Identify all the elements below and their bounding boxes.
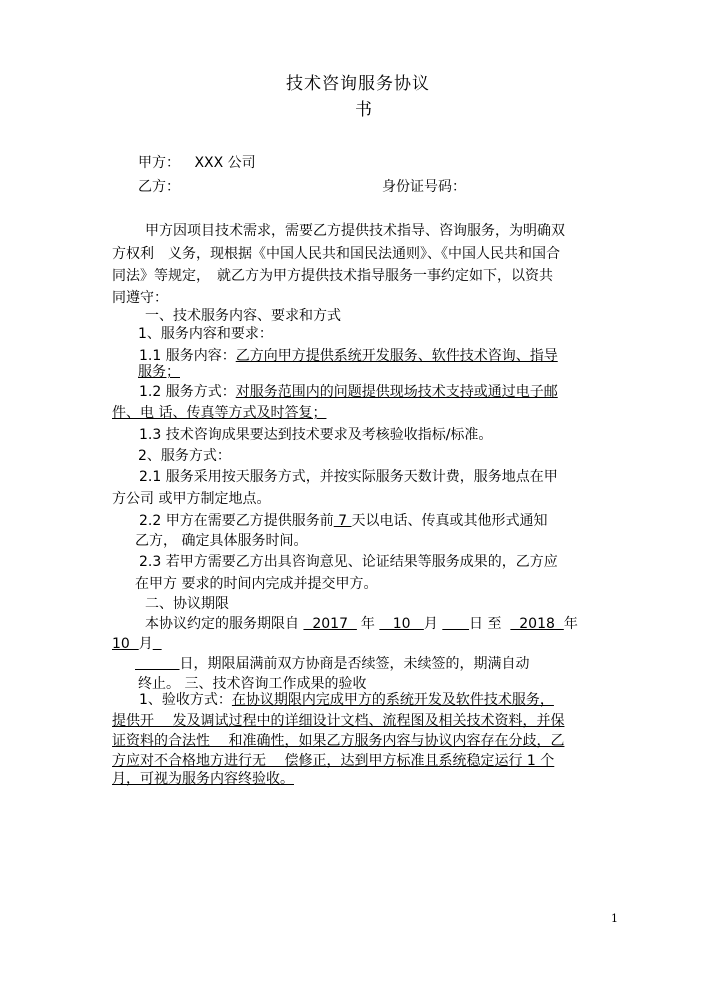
item-2-2	[139, 511, 548, 531]
end-year-label: 年	[563, 616, 578, 632]
item-1-3: 1.3 技术咨询成果要达到技术要求及考核验收指标/标准。	[139, 427, 493, 443]
term-end-month-line	[112, 634, 162, 654]
section-1-heading: 一、技术服务内容、要求和方式	[145, 308, 341, 324]
acceptance-line-3: 证资料的合法性 和准确性，如果乙方服务内容与协议内容存在分歧，乙	[112, 733, 565, 749]
term-start-line	[145, 614, 578, 634]
document-title-cont: 书	[355, 100, 373, 120]
item-1-2-value: 对服务范围内的问题提供现场技术支持或通过电子邮	[235, 384, 558, 400]
acceptance-item-1	[139, 690, 554, 710]
party-a-label: 甲方：	[138, 155, 180, 171]
party-a-value: XXX 公司	[194, 155, 256, 171]
item-2-2-cont: 乙方， 确定具体服务时间。	[135, 533, 308, 549]
end-year-value: 2018	[510, 616, 564, 632]
term-end-line	[135, 654, 530, 674]
item-2-3-cont: 在甲方 要求的时间内完成并提交甲方。	[135, 576, 378, 592]
notice-days-value: 7	[333, 513, 352, 529]
party-b: 乙方：	[138, 179, 180, 195]
item-2-1: 2.1 服务采用按天服务方式，并按实际服务天数计费，服务地点在甲	[139, 469, 558, 485]
item-1-heading: 1、服务内容和要求：	[138, 326, 273, 342]
item-1-2-label: 1.2 服务方式：	[139, 384, 236, 400]
item-1-1	[139, 346, 558, 366]
intro-line-4: 同遵守：	[112, 290, 168, 306]
term-renewal-text: 日，期限届满前双方协商是否续签，未续签的，期满自动	[179, 656, 530, 672]
item-2-heading: 2、服务方式：	[138, 448, 231, 464]
to-label: 至	[483, 616, 506, 632]
item-2-2-text-b: 天以电话、传真或其他形式通知	[351, 513, 548, 529]
end-day-value	[135, 656, 180, 672]
month-label: 月	[423, 616, 438, 632]
item-2-2-text-a: 2.2 甲方在需要乙方提供服务前	[139, 513, 334, 529]
start-year-value: 2017	[303, 616, 357, 632]
intro-line-3: 同法》等规定， 就乙方为甲方提供技术指导服务一事约定如下，以资共	[112, 268, 553, 284]
item-2-3: 2.3 若甲方需要乙方出具咨询意见、论证结果等服务成果的，乙方应	[139, 554, 558, 570]
item-2-1-cont: 方公司 或甲方制定地点。	[112, 491, 271, 507]
start-day-value	[442, 616, 469, 632]
year-label: 年	[360, 616, 375, 632]
party-a	[138, 153, 256, 173]
page-number: 1	[611, 912, 618, 925]
start-month-value: 10	[379, 616, 424, 632]
acceptance-line-2: 提供开 发及调试过程中的详细设计文档、流程图及相关技术资料，并保	[112, 713, 565, 729]
item-1-2	[139, 382, 558, 402]
section-2-heading: 二、协议期限	[145, 596, 229, 612]
item-1-1-value: 乙方向甲方提供系统开发服务、软件技术咨询、指导	[235, 348, 558, 364]
item-1-2-cont: 件、电 话、传真等方式及时答复；	[112, 405, 327, 421]
item-1-1-cont: 服务；	[138, 364, 180, 380]
id-number-label: 身份证号码：	[382, 179, 466, 195]
intro-line-1: 甲方因项目技术需求，需要乙方提供技术指导、咨询服务，为明确双	[145, 223, 565, 239]
end-month-tail	[153, 636, 162, 652]
end-month-label: 月	[138, 636, 153, 652]
acceptance-line-4: 方应对不合格地方进行无 偿修正，达到甲方标准且系统稳定运行 1 个	[112, 753, 555, 769]
acceptance-value: 在协议期限内完成甲方的系统开发及软件技术服务，	[231, 692, 554, 708]
term-intro: 本协议约定的服务期限自	[145, 616, 299, 632]
item-1-1-label: 1.1 服务内容：	[139, 348, 236, 364]
acceptance-line-5: 月，可视为服务内容终验收。	[112, 771, 294, 787]
end-month-value: 10	[112, 636, 139, 652]
day-label: 日	[469, 616, 484, 632]
document-title: 技术咨询服务协议	[286, 74, 430, 94]
acceptance-label: 1、验收方式：	[139, 692, 232, 708]
term-end-cont: 终止。 三、技术咨询工作成果的验收	[138, 676, 367, 692]
intro-line-2: 方权利 义务，现根据《中国人民共和国民法通则》、《中国人民共和国合	[112, 246, 560, 262]
